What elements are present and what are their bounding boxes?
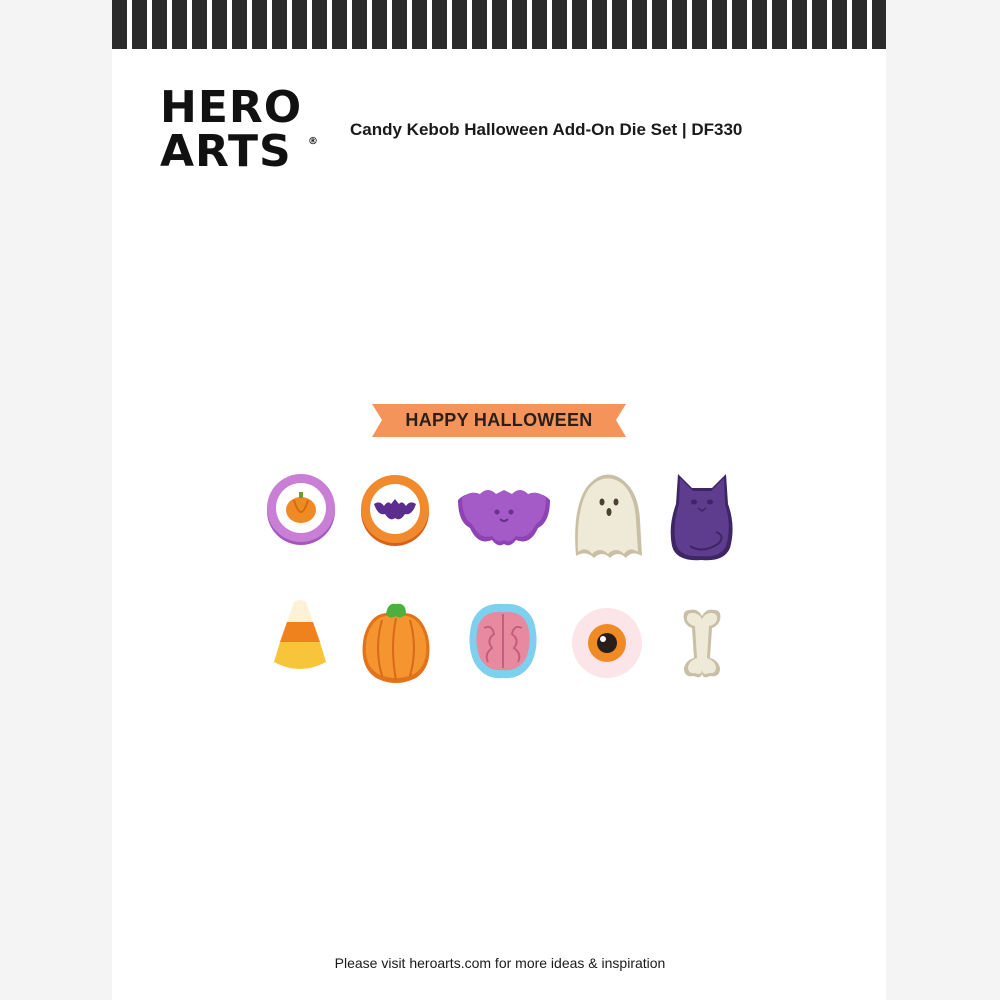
footer-text: Please visit heroarts.com for more ideas & inspiration <box>334 955 666 971</box>
cat-candy-icon <box>668 470 736 564</box>
registered-mark: ® <box>308 136 319 147</box>
product-title: Candy Kebob Halloween Add-On Die Set | DF330 <box>350 120 743 139</box>
bat-candy-icon <box>454 486 554 550</box>
header-stripes <box>112 0 886 49</box>
bone-candy-icon <box>678 606 726 680</box>
eyeball-candy-icon <box>570 606 644 680</box>
bat-lollipop-icon <box>358 474 432 548</box>
logo-line-1: HERO <box>160 82 303 133</box>
pumpkin-lollipop-icon <box>264 474 338 548</box>
banner-text: HAPPY HALLOWEEN <box>405 410 593 430</box>
candy-corn-icon <box>272 598 328 674</box>
ghost-candy-icon <box>570 470 646 562</box>
logo-line-2: ARTS <box>160 126 292 177</box>
pumpkin-candy-icon <box>358 600 434 684</box>
hero-arts-logo <box>160 82 330 177</box>
brain-candy-icon <box>466 600 540 682</box>
